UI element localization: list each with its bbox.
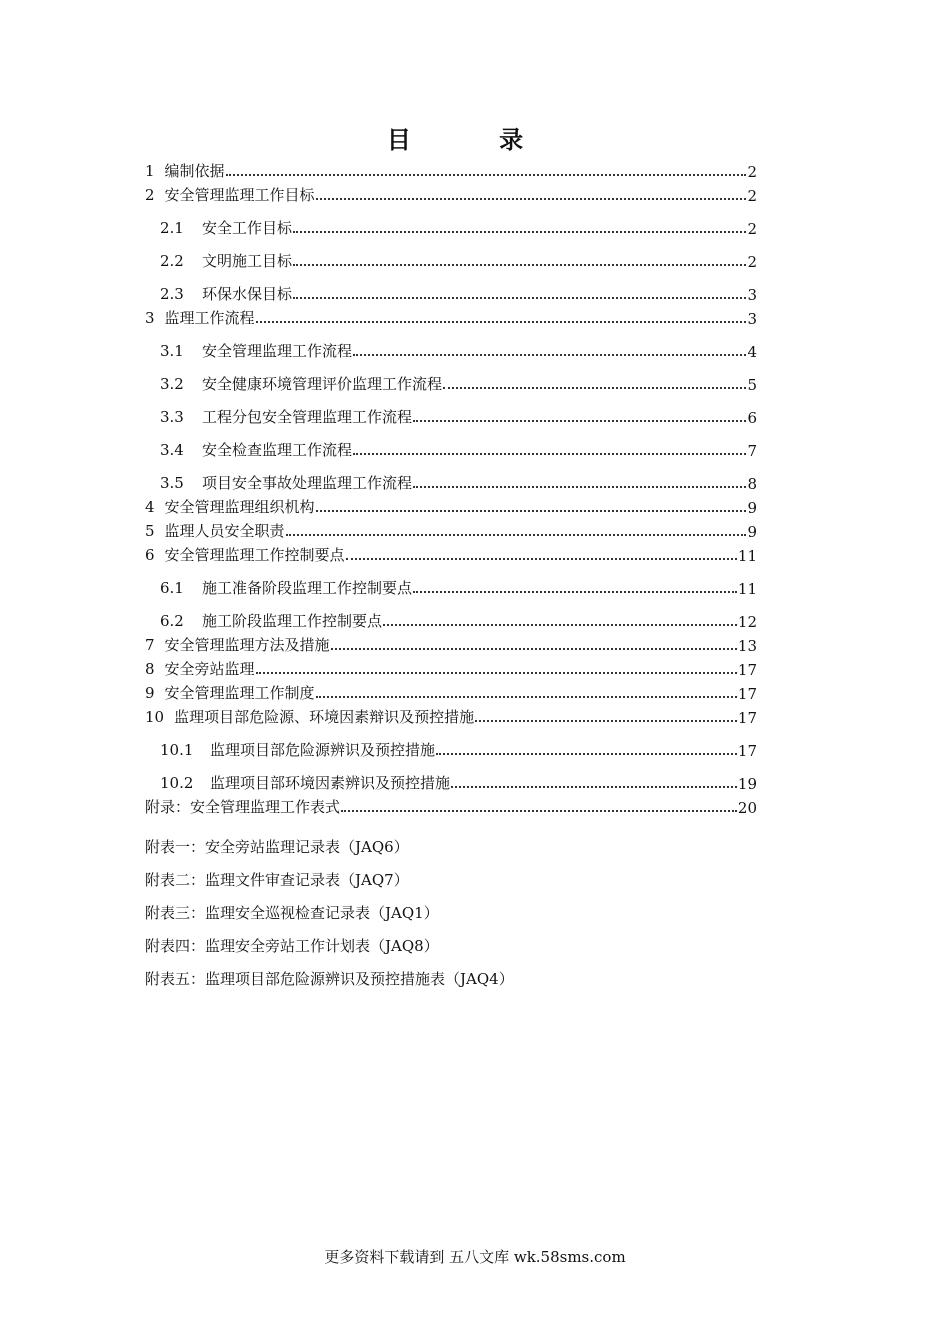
toc-entry[interactable] <box>145 565 757 598</box>
toc-entry[interactable] <box>145 361 757 394</box>
toc-entry-label <box>145 706 474 727</box>
toc-entry-label <box>160 406 412 427</box>
toc-entry[interactable] <box>145 631 757 655</box>
toc-entry-number: 3.1 <box>160 342 184 360</box>
toc-leader-dots <box>331 647 737 650</box>
toc-entry-text: 环保水保目标 <box>202 285 293 303</box>
toc-entry-label <box>160 577 412 598</box>
toc-entry-page: 7 <box>747 442 757 460</box>
toc-entry-number: 1 <box>145 162 155 180</box>
toc-entry-label <box>145 160 225 181</box>
toc-entry[interactable] <box>145 304 757 328</box>
toc-entry-text: 施工阶段监理工作控制要点 <box>202 612 383 630</box>
toc-entry[interactable] <box>145 727 757 760</box>
toc-entry-label <box>145 184 315 205</box>
toc-entry-page: 17 <box>737 742 757 760</box>
toc-entry-text: 监理项目部危险源辨识及预控措施 <box>210 741 436 759</box>
toc-leader-dots <box>443 386 746 389</box>
toc-entry-number: 2.1 <box>160 219 184 237</box>
toc-entry-text: 监理项目部危险源、环境因素辩识及预控措施 <box>174 708 475 726</box>
toc-entry-text: 安全管理监理工作流程 <box>202 342 353 360</box>
toc-entry-number: 7 <box>145 636 155 654</box>
toc-entry-text: 施工准备阶段监理工作控制要点 <box>202 579 413 597</box>
toc-entry-text: 监理工作流程 <box>164 309 255 327</box>
toc-entry-page: 8 <box>747 475 757 493</box>
toc-entry-label <box>160 610 382 631</box>
toc-entry[interactable] <box>145 760 757 793</box>
toc-leader-dots <box>316 509 747 512</box>
toc-entry-page: 19 <box>737 775 757 793</box>
toc-entry-number: 4 <box>145 498 155 516</box>
toc-entry-number: 3.5 <box>160 474 184 492</box>
toc-leader-dots <box>293 296 746 299</box>
toc-entry[interactable] <box>145 598 757 631</box>
toc-leader-dots <box>413 590 737 593</box>
toc-entry[interactable] <box>145 541 757 565</box>
toc-entry-page: 2 <box>747 187 757 205</box>
toc-entry-number: 2 <box>145 186 155 204</box>
toc-entry-text: 安全检查监理工作流程 <box>202 441 353 459</box>
toc-leader-dots <box>226 173 747 176</box>
toc-entry-text: 监理人员安全职责 <box>164 522 285 540</box>
appendix-table-item[interactable]: 附表一：安全旁站监理记录表（JAQ6） <box>145 838 409 856</box>
toc-entry[interactable] <box>145 271 757 304</box>
page-title: 目 录 <box>386 125 564 154</box>
toc-entry-text: 安全管理监理工作制度 <box>164 684 315 702</box>
toc-entry[interactable] <box>145 157 757 181</box>
footer-text: 更多资料下载请到 五八文库 wk.58sms.com <box>324 1248 626 1266</box>
toc-entry-text: 安全管理监理工作控制要点 <box>164 546 345 564</box>
toc-entry-label <box>145 496 315 517</box>
toc-entry[interactable] <box>145 394 757 427</box>
toc-leader-dots <box>475 719 737 722</box>
toc-entry-number: 6.1 <box>160 579 184 597</box>
toc-entry-label <box>160 217 292 238</box>
toc-entry[interactable] <box>145 460 757 493</box>
toc-entry-text: 监理项目部环境因素辨识及预控措施 <box>210 774 451 792</box>
toc-leader-dots <box>346 557 737 560</box>
toc-entry-page: 11 <box>737 580 757 598</box>
toc-entry-number: 3 <box>145 309 155 327</box>
toc-entry-label <box>160 472 412 493</box>
toc-entry-number: 3.2 <box>160 375 184 393</box>
toc-entry-label <box>160 439 352 460</box>
toc-entry-page: 17 <box>737 661 757 679</box>
toc-leader-dots <box>256 320 747 323</box>
toc-entry-number: 10 <box>145 708 165 726</box>
toc-entry-page: 9 <box>747 499 757 517</box>
toc-entry-page: 2 <box>747 163 757 181</box>
toc-entry-label <box>160 373 442 394</box>
toc-entry-label <box>160 772 450 793</box>
toc-entry-number: 10.2 <box>160 774 194 792</box>
toc-entry-number: 6 <box>145 546 155 564</box>
toc-entry-label <box>145 307 255 328</box>
toc-entry-label <box>145 682 315 703</box>
toc-entry-label <box>145 796 340 817</box>
toc-entry-text: 安全旁站监理 <box>164 660 255 678</box>
toc-entry-page: 5 <box>747 376 757 394</box>
toc-entry-number: 5 <box>145 522 155 540</box>
toc-entry[interactable] <box>145 517 757 541</box>
toc-entry[interactable] <box>145 181 757 205</box>
toc-leader-dots <box>436 752 737 755</box>
toc-entry-text: 安全管理监理工作目标 <box>164 186 315 204</box>
appendix-table-item[interactable]: 附表四：监理安全旁站工作计划表（JAQ8） <box>145 937 439 955</box>
toc-leader-dots <box>341 809 737 812</box>
toc-entry-text: 工程分包安全管理监理工作流程 <box>202 408 413 426</box>
toc-leader-dots <box>293 230 746 233</box>
toc-entry-label <box>145 520 285 541</box>
toc-leader-dots <box>256 671 737 674</box>
toc-leader-dots <box>353 452 746 455</box>
toc-entry[interactable] <box>145 238 757 271</box>
toc-entry-number: 8 <box>145 660 155 678</box>
toc-entry-label <box>145 658 255 679</box>
toc-entry[interactable] <box>145 427 757 460</box>
toc-entry[interactable] <box>145 493 757 517</box>
toc-entry-label <box>160 250 292 271</box>
toc-leader-dots <box>286 533 747 536</box>
toc-entry-text: 安全管理监理组织机构 <box>164 498 315 516</box>
toc-entry-page: 20 <box>737 799 757 817</box>
toc-entry[interactable] <box>145 328 757 361</box>
toc-entry-text: 附录：安全管理监理工作表式 <box>145 798 341 816</box>
toc-entry-text: 安全管理监理方法及措施 <box>164 636 330 654</box>
toc-entry-number: 2.3 <box>160 285 184 303</box>
toc-entry-number: 9 <box>145 684 155 702</box>
table-of-contents <box>145 157 757 996</box>
toc-entry-text: 安全健康环境管理评价监理工作流程 <box>202 375 443 393</box>
toc-entry-text: 项目安全事故处理监理工作流程 <box>202 474 413 492</box>
toc-entry-page: 9 <box>747 523 757 541</box>
toc-entry-label <box>160 283 292 304</box>
toc-entry-label <box>145 634 330 655</box>
appendix-table-item[interactable]: 附表三：监理安全巡视检查记录表（JAQ1） <box>145 904 439 922</box>
toc-entry-label <box>160 340 352 361</box>
toc-entry-page: 3 <box>747 286 757 304</box>
toc-entry-page: 12 <box>737 613 757 631</box>
toc-leader-dots <box>383 623 737 626</box>
toc-entry-label <box>145 544 345 565</box>
toc-entry-page: 3 <box>747 310 757 328</box>
toc-entry-text: 安全工作目标 <box>202 219 293 237</box>
toc-entry[interactable] <box>145 679 757 703</box>
toc-entry-page: 4 <box>747 343 757 361</box>
toc-leader-dots <box>353 353 746 356</box>
toc-entry[interactable] <box>145 793 757 817</box>
toc-entry[interactable] <box>145 205 757 238</box>
appendix-table-item[interactable]: 附表二：监理文件审查记录表（JAQ7） <box>145 871 409 889</box>
toc-entry-page: 13 <box>737 637 757 655</box>
toc-entry[interactable] <box>145 655 757 679</box>
toc-entry-number: 10.1 <box>160 741 194 759</box>
toc-entry[interactable] <box>145 703 757 727</box>
toc-entry-text: 文明施工目标 <box>202 252 293 270</box>
toc-entry-page: 2 <box>747 253 757 271</box>
toc-entry-page: 6 <box>747 409 757 427</box>
toc-entry-number: 2.2 <box>160 252 184 270</box>
toc-entry-page: 17 <box>737 685 757 703</box>
toc-leader-dots <box>316 695 737 698</box>
toc-entry-page: 17 <box>737 709 757 727</box>
toc-leader-dots <box>413 419 746 422</box>
toc-leader-dots <box>293 263 746 266</box>
appendix-table-item[interactable]: 附表五：监理项目部危险源辨识及预控措施表（JAQ4） <box>145 970 514 988</box>
toc-entry-label <box>160 739 435 760</box>
toc-leader-dots <box>316 197 747 200</box>
toc-entry-number: 3.3 <box>160 408 184 426</box>
toc-entry-page: 11 <box>737 547 757 565</box>
toc-entry-number: 3.4 <box>160 441 184 459</box>
toc-leader-dots <box>451 785 737 788</box>
toc-leader-dots <box>413 485 746 488</box>
toc-entry-text: 编制依据 <box>164 162 225 180</box>
toc-entry-number: 6.2 <box>160 612 184 630</box>
toc-entry-page: 2 <box>747 220 757 238</box>
